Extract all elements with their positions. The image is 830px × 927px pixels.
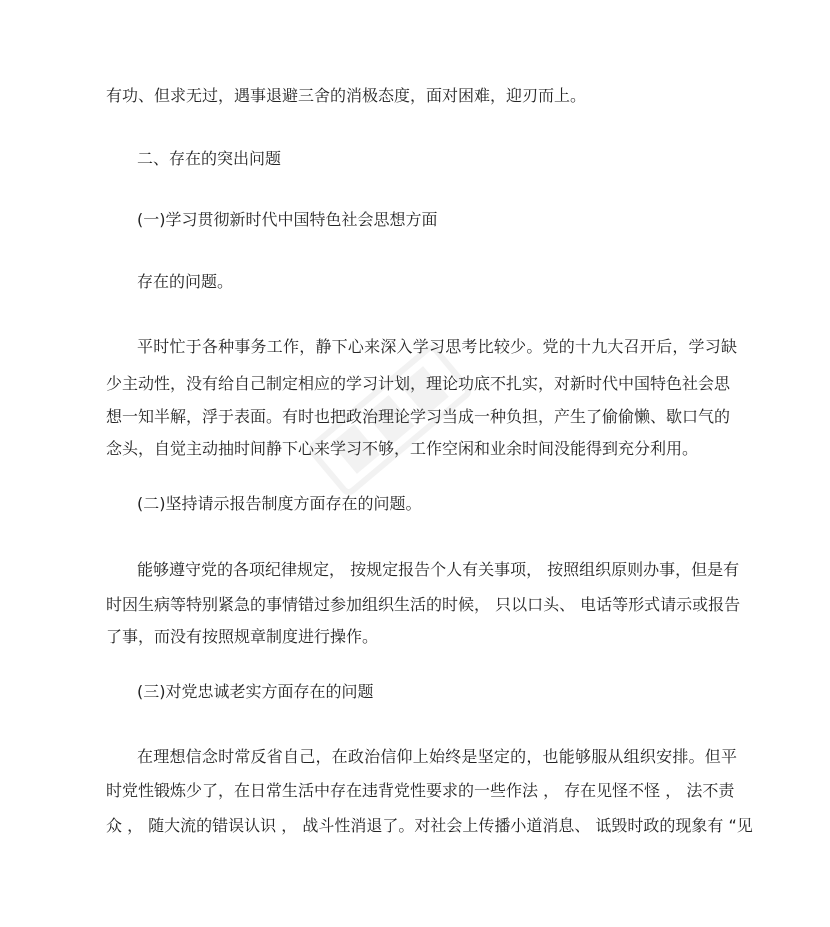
paragraph-line: 有功、但求无过，遇事退避三舍的消极态度，面对困难，迎刃而上。 xyxy=(106,86,587,105)
paragraph-line: 了事，而没有按照规章制度进行操作。 xyxy=(106,627,379,646)
paragraph-line: 时因生病等特别紧急的事情错过参加组织生活的时候， 只以口头、 电话等形式请示或报告 xyxy=(106,595,741,614)
paragraph-line: 众 ， 随大流的错误认识 ， 战斗性消退了。对社会上传播小道消息、 诋毁时政的现象有 “见 xyxy=(106,816,753,835)
subsection-heading: (一)学习贯彻新时代中国特色社会思想方面 xyxy=(137,210,438,229)
paragraph-line: 在理想信念时常反省自己，在政治信仰上始终是坚定的，也能够服从组织安排。但平 xyxy=(137,747,737,766)
paragraph-line: 存在的问题。 xyxy=(137,272,234,291)
subsection-heading: (二)坚持请示报告制度方面存在的问题。 xyxy=(137,494,422,513)
paragraph-line: 时党性锻炼少了，在日常生活中存在违背党性要求的一些作法 ， 存在见怪不怪 ， 法不责 xyxy=(106,781,735,800)
paragraph-line: 能够遵守党的各项纪律规定， 按规定报告个人有关事项， 按照组织原则办事，但是有 xyxy=(137,560,740,579)
paragraph-line: 平时忙于各种事务工作，静下心来深入学习思考比较少。党的十九大召开后，学习缺 xyxy=(137,337,737,356)
paragraph-line: 少主动性，没有给自己制定相应的学习计划，理论功底不扎实，对新时代中国特色社会思 xyxy=(106,374,731,393)
subsection-heading: (三)对党忠诚老实方面存在的问题 xyxy=(137,682,374,701)
paragraph-line: 想一知半解，浮于表面。有时也把政治理论学习当成一种负担，产生了偷偷懒、歇口气的 xyxy=(106,407,731,426)
paragraph-line: 念头，自觉主动抽时间静下心来学习不够，工作空闲和业余时间没能得到充分利用。 xyxy=(106,439,699,458)
section-heading: 二、存在的突出问题 xyxy=(137,149,282,168)
